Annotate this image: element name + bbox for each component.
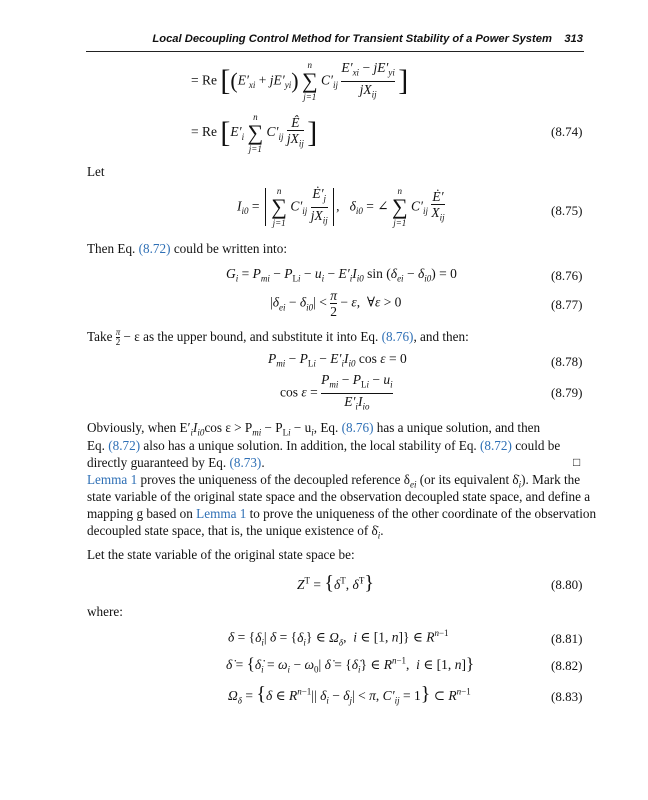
text-where: where: [87, 604, 123, 619]
lem-text-1b: proves the uniqueness of the decoupled reference δ [137, 472, 410, 487]
lem-text-1d: ). Mark the [521, 472, 581, 487]
equation-8-79: cos ε = $\frac{P_{mi} - P_{Li} - u_i}{E'_iI_{io}}$ [280, 372, 393, 414]
equation-8-78: $P_{mi} - P_{Li} - E'_iI_{i0}$ cos ε = 0 [268, 351, 407, 369]
equation-number-8-74: (8.74) [551, 124, 583, 139]
text-take-pre: − ε as the upper bound, and substitute it into Eq. [120, 329, 382, 344]
equation-8-75: $I_{i0}$ = n ∑ j=1 $C'_{ij}$ $\frac{Ė'_j}{jX_{ij}}$ , $\delta_{i0}$ = ∠ n ∑ j=1 $C'_{ij}$ $\frac{Ė'}{X_{ij}}$ [237, 186, 445, 229]
obv-text-1f: , Eq. [313, 420, 342, 435]
equation-8-82: δ̇ = {$\deltȧ_i = \omega_i - \omega_0|$ δ̇ = $\{\deltȧ_i\}$ ∈ $R^{n-1}$, i ∈ [1, n]} [226, 654, 475, 675]
equation-8-83: $\Omega_\delta = \{\delta$ ∈ $R^{n-1}||$ $\delta_i - \delta_j| < \pi$, $C'_{ij} = 1$} ⊂ $R^{n-1}$ [228, 683, 471, 706]
equation-number-8-82: (8.82) [551, 658, 583, 673]
page-number: 313 [564, 33, 583, 45]
paragraph-lemma-line2: state variable of the original state space and the observation decoupled state space, and define a [87, 489, 591, 504]
paragraph-lemma-line1: Lemma 1 proves the uniqueness of the decoupled reference $\delta_{ei}$ (or its equivalent $\deltȧ_i$). Mark the [87, 472, 581, 490]
link-lemma-1-b[interactable]: Lemma 1 [196, 506, 247, 521]
text-then-pre: Then Eq. [87, 241, 139, 256]
text-let-state: Let the state variable of the original state space be: [87, 547, 355, 562]
equation-number-8-75: (8.75) [551, 203, 583, 218]
link-eq-8-76[interactable]: (8.76) [381, 329, 414, 344]
obv-text-1b: I [193, 420, 198, 435]
equation-number-8-80: (8.80) [551, 577, 583, 592]
obv-text-2a: Eq. [87, 438, 109, 453]
link-eq-8-73[interactable]: (8.73) [229, 455, 262, 470]
paragraph-take: Take $\frac{\pi}{2}$ − ε as the upper bound, and substitute it into Eq. (8.76), and then: [87, 327, 469, 348]
obv-text-1c: cos ε > P [204, 420, 253, 435]
obv-text-2b: also has a unique solution. In addition, the local stability of Eq. [140, 438, 481, 453]
link-eq-8-72-c[interactable]: (8.72) [480, 438, 512, 453]
lem-text-1c: (or its equivalent δ̇ [416, 472, 519, 487]
link-eq-8-76-b[interactable]: (8.76) [341, 420, 374, 435]
text-let: Let [87, 164, 105, 179]
obv-text-2c: could be [511, 438, 561, 453]
obv-text-1g: has a unique solution, and then [373, 420, 541, 435]
equation-number-8-76: (8.76) [551, 268, 583, 283]
qed-mark: □ [573, 455, 581, 469]
obv-text-1a: Obviously, when E′ [87, 420, 191, 435]
equation-8-77: $|\delta_{ei} - \delta_{i0}|$ < $\frac{\pi}{2}$ − ε, ∀ε > 0 [270, 288, 402, 319]
equation-8-80: $Z^T = \{\delta^T$, δ̇$^T$} [297, 572, 374, 594]
equation-number-8-79: (8.79) [551, 385, 583, 400]
equation-8-74: = Re [$E'_i$ n ∑ j=1 $C'_{ij}$ $\frac{Ê}{jX_{ij}}$ ] [191, 112, 318, 154]
link-eq-8-72-b[interactable]: (8.72) [108, 438, 141, 453]
equation-8-76: $G_i = P_{mi} - P_{Li} - u_i - E'_iI_{i0}$ $\sin (\delta_{ei} - \delta_{i0}) = 0$ [226, 266, 457, 284]
obv-text-3b: . [261, 455, 265, 470]
equation-number-8-81: (8.81) [551, 631, 583, 646]
text-then-post: could be written into: [170, 241, 287, 256]
paragraph-then [87, 239, 287, 258]
equation-continued-1: = Re [$(E'_{xi} + jE'_{yi})$ n ∑ j=1 $C'_{ij}$ $\frac{E'_{xi} - jE'_{yi}}{jX_{ij}}$ ] [191, 60, 409, 103]
obv-text-1d: − P [261, 420, 283, 435]
equation-number-8-78: (8.78) [551, 354, 583, 369]
equation-number-8-83: (8.83) [551, 689, 583, 704]
link-eq-8-72[interactable]: (8.72) [138, 241, 171, 256]
lem-text-4b: . [380, 523, 384, 538]
lem-text-4: decoupled state space, that is, the unique existence of δ̇ [87, 523, 378, 538]
paragraph-obviously-line1: Obviously, when $E'_iI_{i0}\cos$ $\varepsilon > P_{mi} - P_{Li} - u_i$, Eq. (8.76) has a unique solution, and then [87, 420, 541, 438]
text-take-post: , and then: [413, 329, 469, 344]
paragraph-lemma-line4: decoupled state space, that is, the unique existence of $\deltȧ_i$. [87, 523, 384, 541]
running-header [0, 33, 583, 45]
equation-8-81: $\delta = \{\delta_i|$ $\delta = \{\delta_i\}$ ∈ $\Omega_\delta$, i ∈ [1, n]} ∈ $R^{n-1}$ [228, 628, 449, 648]
header-rule [86, 51, 584, 52]
header-title: Local Decoupling Control Method for Transient Stability of a Power System [152, 33, 552, 45]
lem-text-3a: mapping g based on [87, 506, 197, 521]
obv-text-3a: directly guaranteed by Eq. [87, 455, 230, 470]
link-lemma-1[interactable]: Lemma 1 [87, 472, 138, 487]
lem-text-3b: to prove the uniqueness of the other coordinate of the observation [246, 506, 597, 521]
obv-text-1e: − u [290, 420, 312, 435]
equation-number-8-77: (8.77) [551, 297, 583, 312]
